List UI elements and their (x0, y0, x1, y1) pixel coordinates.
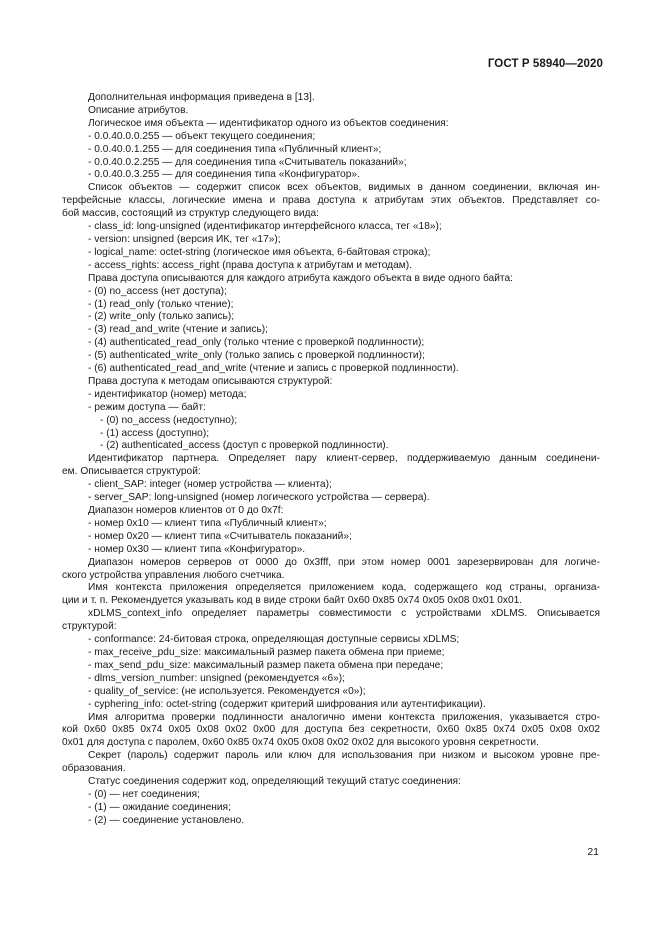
text-line: - 0.0.40.0.2.255 — для соединения типа «Считыватель показаний»; (88, 156, 407, 168)
text-line: Права доступа описываются для каждого атрибута каждого объекта в виде одного байта: (88, 272, 513, 284)
text-line: xDLMS_context_info определяет параметры совместимости с устройствами xDLMS. Описывается (88, 608, 600, 620)
text-line: - (6) authenticated_read_and_write (чтение и запись с проверкой подлинности). (88, 363, 459, 375)
text-line: - (1) access (доступно); (100, 427, 210, 439)
text-line: ции и т. п. Рекомендуется указывать код в виде строки байт 0x60 0x85 0x74 0x05 0x08 0x01 0x01. (62, 595, 523, 607)
text-line: - (2) write_only (только запись); (88, 311, 235, 323)
text-line: - (0) no_access (нет доступа); (88, 285, 227, 297)
text-line: образования. (62, 763, 126, 775)
text-line: ем. Описывается структурой: (62, 466, 201, 478)
text-line: - logical_name: octet-string (логическое имя объекта, 6-байтовая строка); (88, 246, 431, 258)
text-line: Имя контекста приложения определяется приложением кода, содержащего код страны, организа- (88, 582, 600, 594)
text-line: - (4) authenticated_read_only (только чтение с проверкой подлинности); (88, 337, 425, 349)
text-line: - (1) read_only (только чтение); (88, 298, 234, 310)
text-line: Список объектов — содержит список всех объектов, видимых в данном соединении, включая ин- (88, 182, 600, 194)
text-line: - режим доступа — байт: (88, 401, 206, 413)
text-line: Логическое имя объекта — идентификатор одного из объектов соединения: (88, 117, 449, 129)
text-line: Имя алгоритма проверки подлинности аналогично имени контекста приложения, указывается стро- (88, 711, 600, 723)
text-line: - max_send_pdu_size: максимальный размер пакета обмена при передаче; (88, 659, 444, 671)
text-line: - (3) read_and_write (чтение и запись); (88, 324, 268, 336)
text-line: Идентификатор партнера. Определяет пару клиент-сервер, поддерживаемую данным соединени- (88, 453, 600, 465)
text-line: ского устройства управления любого счетчика. (62, 569, 285, 581)
text-line: терфейсные классы, логические имена и права доступа к атрибутам этих объектов. Представляет со- (62, 195, 600, 207)
text-line: - max_receive_pdu_size: максимальный размер пакета обмена при приеме; (88, 646, 445, 658)
text-line: - access_rights: access_right (права доступа к атрибутам и методам). (88, 259, 413, 271)
text-line: Секрет (пароль) содержит пароль или ключ для использования при низком и высоком уровне пре- (88, 750, 600, 762)
text-line: - server_SAP: long-unsigned (номер логического устройства — сервера). (88, 492, 430, 504)
text-line: Статус соединения содержит код, определяющий текущий статус соединения: (88, 776, 461, 788)
text-line: - 0.0.40.0.3.255 — для соединения типа «Конфигуратор». (88, 169, 360, 181)
text-line: - dlms_version_number: unsigned (рекомендуется «6»); (88, 672, 346, 684)
document-body (62, 92, 600, 828)
text-line: - conformance: 24-битовая строка, определяющая доступные сервисы xDLMS; (88, 634, 460, 646)
document-code-header: ГОСТ Р 58940—2020 (487, 58, 603, 70)
text-line: - client_SAP: integer (номер устройства — клиента); (88, 479, 332, 491)
text-line: бой массив, состоящий из структур следующего вида: (62, 208, 319, 220)
text-line: структурой: (62, 621, 117, 633)
text-line: - (1) — ожидание соединения; (88, 801, 231, 813)
text-line: - version: unsigned (версия ИК, тег «17»); (88, 233, 281, 245)
text-line: - (2) authenticated_access (доступ с проверкой подлинности). (100, 440, 389, 452)
text-line: Диапазон номеров клиентов от 0 до 0x7f: (88, 505, 284, 516)
text-line: - (0) — нет соединения; (88, 788, 200, 800)
text-line: - идентификатор (номер) метода; (88, 388, 247, 400)
text-line: - class_id: long-unsigned (идентификатор интерфейсного класса, тег «18»); (88, 221, 442, 233)
text-line: 0x01 для доступа с паролем, 0x60 0x85 0x74 0x05 0x08 0x02 0x02 для высокого уровня секретности. (62, 737, 539, 749)
text-line: кой 0x60 0x85 0x74 0x05 0x08 0x02 0x00 для доступа без секретности, 0x60 0x85 0x74 0x05 0x08 0x02 (62, 724, 600, 736)
text-line: Права доступа к методам описываются структурой: (88, 375, 333, 387)
page-number: 21 (587, 846, 599, 858)
text-line: - cyphering_info: octet-string (содержит критерий шифрования или аутентификации). (88, 698, 486, 710)
text-line: - (2) — соединение установлено. (88, 814, 245, 826)
text-line: Диапазон номеров серверов от 0000 до 0x3fff, при этом номер 0001 зарезервирован для логиче- (88, 556, 600, 568)
text-line: Описание атрибутов. (88, 104, 189, 116)
text-line: - 0.0.40.0.0.255 — объект текущего соединения; (88, 130, 316, 142)
text-line: - номер 0x30 — клиент типа «Конфигуратор». (88, 543, 306, 555)
text-line: Дополнительная информация приведена в [13]. (88, 92, 315, 103)
text-line: - номер 0x20 — клиент типа «Считыватель показаний»; (88, 530, 352, 542)
text-line: - quality_of_service: (не используется. Рекомендуется «0»); (88, 685, 366, 697)
text-line: - 0.0.40.0.1.255 — для соединения типа «Публичный клиент»; (88, 143, 382, 155)
text-line: - (5) authenticated_write_only (только запись с проверкой подлинности); (88, 350, 425, 362)
text-line: - (0) no_access (недоступно); (100, 414, 238, 426)
text-line: - номер 0x10 — клиент типа «Публичный клиент»; (88, 517, 327, 529)
